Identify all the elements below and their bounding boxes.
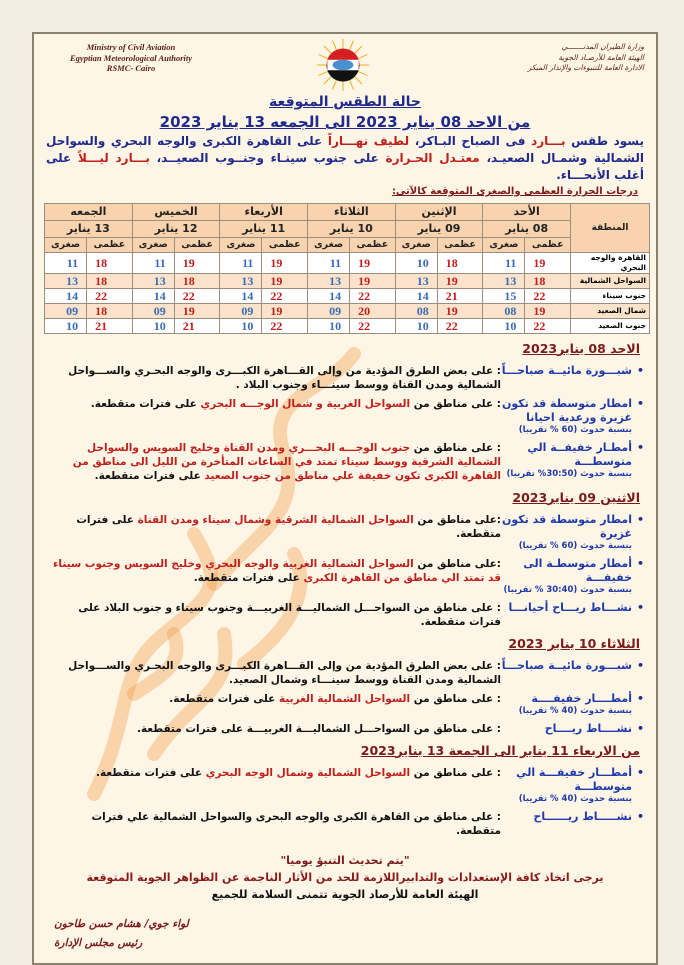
- phenomenon-description: [44, 810, 501, 838]
- min-temp: 11: [483, 253, 525, 274]
- signature: [44, 915, 646, 953]
- header-en-line: Egyptian Meteorological Authority: [70, 52, 192, 63]
- phenomenon-description: [44, 364, 501, 392]
- max-temp: 22: [262, 289, 308, 304]
- min-temp: 15: [483, 289, 525, 304]
- text-segment: : على مناطق من: [410, 442, 501, 454]
- highlight-text: بـــارد: [531, 134, 566, 148]
- table-row: [45, 274, 650, 289]
- forecast-day-section: [44, 635, 646, 736]
- region-name: السواحل الشمالية: [571, 274, 650, 289]
- section-heading: الاحد 08 يناير2023: [522, 341, 640, 356]
- temps-label: درجات الحرارة العظمى والصغرى المتوقعة كالآتى:: [391, 186, 638, 197]
- max-temp: 19: [174, 304, 220, 319]
- max-temp: 21: [174, 319, 220, 334]
- min-temp: 08: [395, 304, 437, 319]
- max-temp: 22: [525, 319, 571, 334]
- header-ar-line: وزارة الطيران المدنـــــــي: [561, 42, 644, 51]
- day-date: 09 يناير: [395, 221, 483, 238]
- text-segment: على فترات متقطعة.: [169, 693, 279, 705]
- phenomenon-label: [501, 397, 646, 436]
- header-english: [56, 42, 206, 74]
- forecast-document: [32, 32, 658, 965]
- highlight-text: السواحل الشمالية الشرقية وشمال سيناء ومدن القناة: [137, 514, 414, 526]
- text-segment: فى الصباح البـاكر،: [409, 134, 532, 148]
- min-label: صغرى: [220, 238, 262, 253]
- region-name: القاهرة والوجه البحري: [571, 253, 650, 274]
- min-temp: 11: [132, 253, 174, 274]
- day-date: 10 يناير: [308, 221, 396, 238]
- min-temp: 13: [220, 274, 262, 289]
- max-temp: 18: [87, 253, 133, 274]
- ema-logo: [316, 38, 370, 92]
- phenomenon-name: أمطــــار خفيفــــة: [531, 692, 632, 705]
- phenomenon-description: [44, 601, 501, 629]
- text-segment: على فترات متقطعة.: [95, 767, 206, 779]
- max-temp: 18: [174, 274, 220, 289]
- day-date: 12 يناير: [132, 221, 220, 238]
- forecast-sections: [44, 340, 646, 838]
- text-segment: على القاهرة الكبرى والوجه البحري والسواحل الشمالية وشمـال الصعيـد،: [46, 134, 645, 165]
- probability: بنسبة حدوث (30:40 % تقريبا): [503, 585, 632, 595]
- min-temp: 13: [395, 274, 437, 289]
- text-segment: على جنوب سينـاء وجنــوب الصعيــد،: [149, 151, 386, 165]
- max-temp: 19: [437, 274, 483, 289]
- phenomenon-label: [501, 659, 646, 687]
- max-label: عظمى: [262, 238, 308, 253]
- phenomenon-label: [501, 722, 646, 736]
- region-name: جنوب الصعيد: [571, 319, 650, 334]
- max-temp: 21: [87, 319, 133, 334]
- min-temp: 14: [395, 289, 437, 304]
- text-segment: على فترات متقطعة.: [76, 514, 501, 540]
- max-label: عظمى: [437, 238, 483, 253]
- phenomenon-item: [44, 601, 646, 629]
- max-temp: 19: [174, 253, 220, 274]
- max-label: عظمى: [87, 238, 133, 253]
- max-temp: 22: [525, 289, 571, 304]
- max-temp: 19: [262, 253, 308, 274]
- phenomenon-label: [501, 513, 646, 552]
- page-title: حالة الطقس المتوقعة: [269, 94, 421, 110]
- max-temp: 18: [525, 274, 571, 289]
- phenomenon-description: [44, 766, 501, 805]
- min-temp: 11: [308, 253, 350, 274]
- phenomenon-name: امطار متوسطة قد تكون غزيرة: [501, 513, 632, 540]
- phenomenon-label: [501, 601, 646, 629]
- min-label: صغرى: [483, 238, 525, 253]
- min-temp: 10: [220, 319, 262, 334]
- min-label: صغرى: [395, 238, 437, 253]
- phenomenon-item: [44, 659, 646, 687]
- day-name: الجمعه: [45, 204, 133, 221]
- phenomenon-item: [44, 810, 646, 838]
- phenomenon-label: [501, 441, 646, 483]
- day-name: الأربعاء: [220, 204, 308, 221]
- max-temp: 19: [350, 274, 396, 289]
- section-heading: الثلاثاء 10 يناير 2023: [508, 636, 640, 651]
- highlight-text: لطيف نهـــاراً: [327, 134, 410, 148]
- max-temp: 22: [350, 289, 396, 304]
- phenomenon-item: [44, 364, 646, 392]
- max-temp: 18: [87, 304, 133, 319]
- phenomenon-name: شبـــورة مائيــة صباحـــاً: [501, 364, 632, 377]
- highlight-text: السواحل الشمالية الغربية والوجه البحري وخليج السويس وجنوب سيناء قد تمتد الي مناطق من القاهرة الكبرى: [53, 558, 501, 584]
- day-name: الإثنين: [395, 204, 483, 221]
- text-segment: على فترات متقطعة.: [94, 470, 205, 482]
- min-temp: 13: [45, 274, 87, 289]
- max-temp: 22: [174, 289, 220, 304]
- phenomenon-label: [501, 557, 646, 596]
- text-segment: :على مناطق من: [413, 558, 501, 570]
- text-segment: على فترات متقطعة.: [90, 398, 201, 410]
- phenomenon-name: أمطار متوسطـة الى خفيفـــة: [523, 557, 632, 584]
- wish-text: الهيئة العامة للأرصاد الجوية تتمنى السلامة للجميع: [211, 888, 479, 901]
- phenomenon-description: [44, 692, 501, 717]
- forecast-day-section: [44, 489, 646, 629]
- min-temp: 09: [45, 304, 87, 319]
- section-heading: الاثنين 09 يناير2023: [512, 490, 640, 505]
- probability: بنسبة حدوث (40 % تقريبا): [518, 706, 632, 716]
- header-en-line: RSMC- Cairo: [106, 63, 156, 73]
- day-date: 08 يناير: [483, 221, 571, 238]
- min-temp: 10: [308, 319, 350, 334]
- update-note: "يتم تحديث التنبؤ يوميا": [280, 854, 410, 867]
- min-temp: 10: [483, 319, 525, 334]
- min-temp: 10: [45, 319, 87, 334]
- phenomenon-description: [44, 659, 501, 687]
- footer: [44, 852, 646, 903]
- text-segment: : على مناطق من: [410, 767, 501, 779]
- phenomenon-label: [501, 766, 646, 805]
- probability: بنسبة حدوث (60 % تقريبا): [518, 425, 632, 435]
- header-arabic: [474, 42, 644, 74]
- intro-paragraph: [44, 133, 646, 184]
- max-temp: 19: [525, 253, 571, 274]
- phenomenon-name: نشـــــاط ريــــــاح: [533, 810, 632, 823]
- signature-name: لواء جوي/ هشام حسن طاحون: [54, 918, 189, 930]
- min-temp: 13: [132, 274, 174, 289]
- max-label: عظمى: [350, 238, 396, 253]
- text-segment: :على مناطق من: [413, 514, 501, 526]
- min-label: صغرى: [45, 238, 87, 253]
- region-header: المنطقة: [571, 204, 650, 253]
- highlight-text: بـــارد ليـــلاً: [77, 151, 150, 165]
- max-label: عظمى: [525, 238, 571, 253]
- text-segment: : على مناطق من: [410, 398, 501, 410]
- signature-title: رئيس مجلس الإدارة: [54, 937, 143, 949]
- min-temp: 14: [45, 289, 87, 304]
- day-name: الثلاثاء: [308, 204, 396, 221]
- min-temp: 11: [45, 253, 87, 274]
- phenomenon-name: نشــــاط ريــــاح: [544, 722, 632, 735]
- text-segment: على فترات متقطعة.: [193, 572, 304, 584]
- highlight-text: معتـدل الحـرارة: [385, 151, 480, 165]
- phenomenon-description: [44, 557, 501, 596]
- min-temp: 14: [132, 289, 174, 304]
- probability: بنسبة حدوث (30:50% تقريبا): [506, 469, 632, 479]
- phenomenon-item: [44, 441, 646, 483]
- table-row: [45, 319, 650, 334]
- min-label: صغرى: [132, 238, 174, 253]
- table-row: [45, 304, 650, 319]
- header-ar-line: الادارة العامة للتنبوءات والإنذار المبكر: [527, 63, 644, 72]
- section-heading: من الاربعاء 11 يناير الى الجمعة 13 يناير2023: [360, 743, 640, 758]
- phenomenon-description: [44, 441, 501, 483]
- text-segment: : على بعض الطرق المؤدية من وإلى القـــاهرة الكبـــرى والوجه البحـري والســـواحل الشمالية ومدن القناة ووسط سينـــاء وجنوب البلاد .: [68, 365, 501, 391]
- region-name: جنوب سيناء: [571, 289, 650, 304]
- phenomenon-name: أمطـار خفيفــة الي متوسطـــة: [527, 441, 632, 468]
- phenomenon-item: [44, 722, 646, 736]
- forecast-day-section: [44, 340, 646, 483]
- text-segment: : على مناطق من السواحـــل الشماليـــة الغربيـــة على فترات متقطعة.: [136, 723, 501, 735]
- min-temp: 13: [483, 274, 525, 289]
- max-label: عظمى: [174, 238, 220, 253]
- letterhead: [44, 34, 646, 92]
- phenomenon-name: امطار متوسطة قد تكون غزيرة ورعدية احيانا: [501, 397, 632, 424]
- max-temp: 19: [262, 304, 308, 319]
- max-temp: 18: [87, 274, 133, 289]
- phenomenon-item: [44, 397, 646, 436]
- max-temp: 22: [350, 319, 396, 334]
- min-temp: 13: [308, 274, 350, 289]
- max-temp: 22: [87, 289, 133, 304]
- max-temp: 19: [350, 253, 396, 274]
- phenomenon-item: [44, 513, 646, 552]
- phenomenon-description: [44, 397, 501, 436]
- temperature-table: [44, 203, 650, 334]
- table-row: [45, 289, 650, 304]
- day-name: الخميس: [132, 204, 220, 221]
- min-temp: 14: [220, 289, 262, 304]
- highlight-text: السواحل الغربية و شمال الوجـــه البحري: [200, 398, 411, 410]
- phenomenon-item: [44, 766, 646, 805]
- highlight-text: جنوب الوجـــه البحـــري ومدن القناة وخليج السويس والسواحل الشمالية الشرقية ووسط سيناء تمتد في الساعات المتأخرة من الليل الى مناطق من القاهرة الكبرى تكون خفيفة علي مناطق من جنوب الصعيد: [72, 442, 501, 482]
- region-name: شمال الصعيد: [571, 304, 650, 319]
- max-temp: 19: [525, 304, 571, 319]
- table-row: [45, 253, 650, 274]
- max-temp: 22: [437, 319, 483, 334]
- phenomenon-description: [44, 513, 501, 552]
- phenomenon-item: [44, 692, 646, 717]
- phenomenon-label: [501, 364, 646, 392]
- text-segment: على أغلب الأنحـــاء.: [46, 151, 644, 182]
- min-temp: 09: [308, 304, 350, 319]
- min-temp: 09: [132, 304, 174, 319]
- min-label: صغرى: [308, 238, 350, 253]
- min-temp: 10: [395, 253, 437, 274]
- phenomenon-item: [44, 557, 646, 596]
- day-name: الأحد: [483, 204, 571, 221]
- text-segment: : على مناطق من القاهرة الكبرى والوجه البحرى والسواحل الشمالية علي فترات متقطعة.: [91, 811, 501, 837]
- highlight-text: السواحل الشمالية وشمال الوجه البحري: [205, 767, 411, 779]
- text-segment: : على بعض الطرق المؤدية من وإلى القـــاهرة الكبـــرى والوجه البحـري والســـواحل الشمالية ومدن القناة ووسط سينـــاء وشمال الصعيد.: [68, 660, 501, 686]
- forecast-day-section: [44, 742, 646, 838]
- min-temp: 08: [483, 304, 525, 319]
- max-temp: 18: [437, 253, 483, 274]
- min-temp: 10: [395, 319, 437, 334]
- min-temp: 09: [220, 304, 262, 319]
- phenomenon-name: نشـــاط ريـــاح أحيانـــا: [508, 601, 632, 614]
- min-temp: 11: [220, 253, 262, 274]
- phenomenon-name: أمطـــار خفيفـــة الي متوسطـــة: [516, 766, 632, 793]
- highlight-text: السواحل الشمالية الغربية: [279, 693, 411, 705]
- max-temp: 20: [350, 304, 396, 319]
- probability: بنسبة حدوث (40 % تقريبا): [518, 794, 632, 804]
- header-ar-line: الهيئة العامة للأرصـاد الجوية: [558, 52, 644, 62]
- phenomenon-label: [501, 810, 646, 838]
- text-segment: : على مناطق من السواحـــل الشماليـــة الغربيـــة وجنوب سيناء و جنوب البلاد على فترات متقطعة.: [78, 602, 501, 628]
- advice-text: يرجى اتخاذ كافة الإستعدادات والتدابيراللازمة للحد من الأثار الناجمة عن الظواهر الجوية المتوقعة: [86, 871, 604, 884]
- header-en-line: Ministry of Civil Aviation: [86, 42, 176, 52]
- phenomenon-description: [44, 722, 501, 736]
- phenomenon-name: شبـــورة مائيــة صباحـــاً: [501, 659, 632, 672]
- max-temp: 19: [262, 274, 308, 289]
- max-temp: 21: [437, 289, 483, 304]
- text-segment: يسود طقس: [565, 134, 644, 148]
- day-date: 13 يناير: [45, 221, 133, 238]
- probability: بنسبة حدوث (60 % تقريبا): [518, 541, 632, 551]
- max-temp: 19: [437, 304, 483, 319]
- phenomenon-label: [501, 692, 646, 717]
- date-range: من الاحد 08 يناير 2023 الى الجمعه 13 يناير 2023: [159, 113, 531, 131]
- max-temp: 22: [262, 319, 308, 334]
- min-temp: 14: [308, 289, 350, 304]
- text-segment: : على مناطق من: [410, 693, 501, 705]
- day-date: 11 يناير: [220, 221, 308, 238]
- min-temp: 10: [132, 319, 174, 334]
